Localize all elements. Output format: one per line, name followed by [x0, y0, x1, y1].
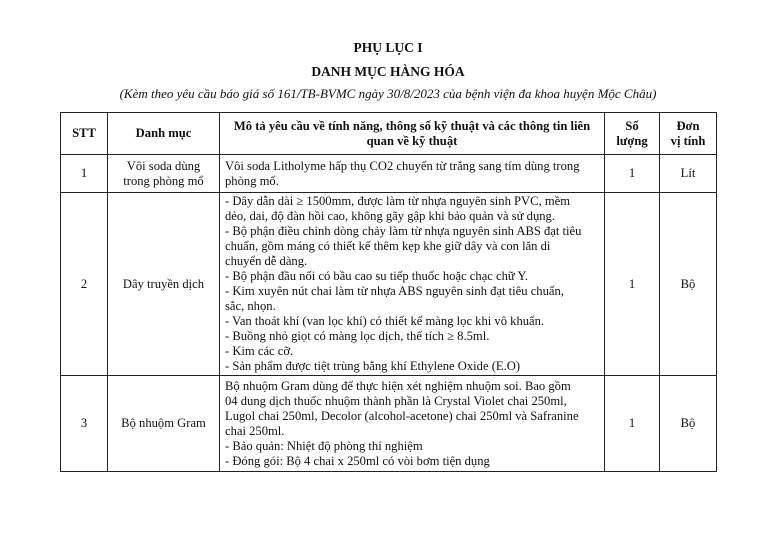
cell-quantity: 1 — [605, 193, 660, 376]
header-quantity-line: lượng — [616, 133, 648, 148]
table-row — [61, 155, 717, 193]
header-quantity-line: Số — [625, 118, 639, 133]
description-line: Bộ nhuộm Gram dùng để thực hiện xét nghiệm nhuộm soi. Bao gồm — [225, 378, 571, 393]
category-line: Bộ nhuộm Gram — [121, 416, 206, 430]
description-line: phòng mổ. — [225, 173, 279, 188]
category-line: Dây truyền dịch — [122, 276, 205, 291]
description-line: - Bảo quản: Nhiệt độ phòng thí nghiệm — [225, 438, 423, 453]
table-row — [61, 376, 717, 472]
header-stt: STT — [61, 113, 108, 155]
category-line: Vôi soda dùng — [126, 158, 201, 173]
category-line: trong phòng mổ — [123, 173, 204, 188]
cell-category — [108, 376, 220, 472]
page-title: DANH MỤC HÀNG HÓA — [311, 64, 465, 79]
description-line: 04 dung dịch thuốc nhuộm thành phần là Crystal Violet chai 250ml, — [225, 393, 567, 408]
header-category: Danh mục — [108, 113, 220, 155]
description-line: - Kim các cỡ. — [225, 344, 294, 358]
cell-quantity: 1 — [605, 155, 660, 193]
appendix-label: PHỤ LỤC I — [353, 40, 423, 55]
description-line: chuyển dễ dàng. — [225, 254, 308, 268]
cell-stt: 1 — [61, 155, 108, 193]
description-line: - Bộ phận đầu nối có bầu cao su tiếp thuốc hoặc chạc chữ Y. — [225, 269, 529, 283]
page-subtitle: (Kèm theo yêu cầu báo giá số 161/TB-BVMC ngày 30/8/2023 của bệnh viện đa khoa huyện Mộc Châu) — [119, 86, 657, 101]
header-quantity — [605, 113, 660, 155]
description-line: - Đóng gói: Bộ 4 chai x 250ml có vòi bơm tiện dụng — [225, 453, 490, 468]
cell-unit: Bộ — [660, 376, 717, 472]
cell-category — [108, 155, 220, 193]
goods-table — [60, 112, 717, 472]
description-line: Vôi soda Litholyme hấp thụ CO2 chuyển từ trắng sang tím dùng trong — [225, 158, 580, 173]
description-line: - Buồng nhỏ giọt có màng lọc dịch, thể tích ≥ 8.5ml. — [225, 329, 490, 343]
cell-unit: Bộ — [660, 193, 717, 376]
table-row — [61, 193, 717, 376]
header-description-line: Mô tả yêu cầu về tính năng, thông số kỹ thuật và các thông tin liên — [233, 118, 591, 133]
cell-stt: 3 — [61, 376, 108, 472]
table-header-row — [61, 113, 717, 155]
cell-description — [220, 155, 605, 193]
header-unit-line: vị tính — [670, 133, 706, 148]
header-description-line: quan về kỹ thuật — [366, 133, 458, 148]
header-unit-line: Đơn — [676, 118, 700, 133]
description-line: - Dây dẫn dài ≥ 1500mm, được làm từ nhựa nguyên sinh PVC, mềm — [225, 194, 570, 208]
cell-description — [220, 376, 605, 472]
description-line: chuẩn, gồm máng có thiết kế thêm kẹp khe giữ dây và con lăn di — [225, 239, 551, 253]
cell-category — [108, 193, 220, 376]
description-line: - Sản phẩm được tiệt trùng bằng khí Ethylene Oxide (E.O) — [225, 359, 521, 373]
description-line: - Bộ phận điều chỉnh dòng chảy làm từ nhựa nguyên sinh ABS đạt tiêu — [225, 224, 582, 238]
description-line: - Van thoát khí (van lọc khí) có thiết kế màng lọc khi vô khuẩn. — [225, 314, 545, 328]
header-description — [220, 113, 605, 155]
description-line: - Kim xuyên nút chai làm từ nhựa ABS nguyên sinh đạt tiêu chuẩn, — [225, 284, 564, 298]
cell-description — [220, 193, 605, 376]
description-line: Lugol chai 250ml, Decolor (alcohol-acetone) chai 250ml và Safranine — [225, 408, 579, 423]
header-unit — [660, 113, 717, 155]
cell-unit: Lít — [660, 155, 717, 193]
description-line: sắc, nhọn. — [225, 299, 276, 313]
description-line: chai 250ml. — [225, 423, 285, 438]
cell-quantity: 1 — [605, 376, 660, 472]
cell-stt: 2 — [61, 193, 108, 376]
description-line: dẻo, dai, độ đàn hồi cao, không gãy gập khi bảo quản và sử dụng. — [225, 209, 555, 223]
